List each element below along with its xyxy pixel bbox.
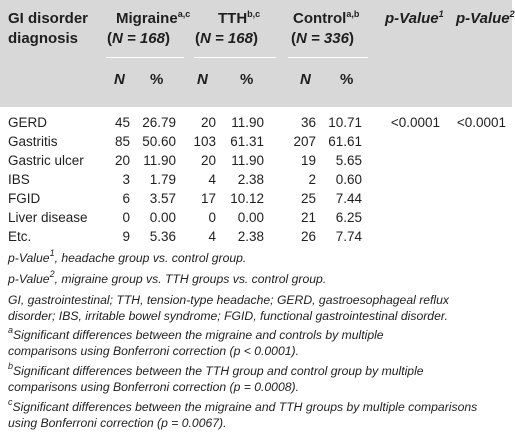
table-cell-c-p: 7.74 bbox=[335, 229, 362, 244]
table-cell-m-n: 20 bbox=[114, 153, 130, 168]
table-cell-c-p: 10.71 bbox=[328, 115, 362, 130]
table-cell-m-n: 45 bbox=[114, 115, 130, 130]
table-cell-t-n: 20 bbox=[200, 115, 216, 130]
table-cell-name: Etc. bbox=[8, 229, 32, 244]
subheader-migraine-n: N bbox=[114, 71, 125, 88]
table-cell-p1: <0.0001 bbox=[390, 115, 440, 130]
subheader-migraine-pct: % bbox=[150, 71, 164, 88]
col-header-diagnosis: diagnosis bbox=[8, 30, 79, 47]
table-cell-c-n: 207 bbox=[293, 134, 316, 149]
table-cell-c-n: 36 bbox=[300, 115, 316, 130]
tth-group-rule bbox=[194, 57, 276, 58]
table-cell-c-p: 7.44 bbox=[335, 191, 362, 206]
table-cell-m-p: 0.00 bbox=[149, 210, 176, 225]
footnote-p2: p-Value$^2$, migraine group vs. TTH groups vs. control group. bbox=[8, 269, 327, 286]
footnote-c-line1: $^c$Significant differences between the migraine and TTH groups by multiple comparisons bbox=[8, 397, 478, 414]
table-cell-t-n: 4 bbox=[208, 229, 216, 244]
table-cell-name: FGID bbox=[8, 191, 41, 206]
table-cell-c-n: 25 bbox=[300, 191, 316, 206]
table-cell-m-p: 1.79 bbox=[149, 172, 176, 187]
table-cell-m-n: 6 bbox=[122, 191, 130, 206]
table-cell-m-p: 3.57 bbox=[149, 191, 176, 206]
table-cell-name: GERD bbox=[8, 115, 48, 130]
table-cell-t-p: 11.90 bbox=[231, 115, 264, 130]
table-cell-m-p: 11.90 bbox=[143, 153, 176, 168]
footnote-p1: p-Value$^1$, headache group vs. control group. bbox=[8, 248, 247, 265]
footnote-abbreviations-line2: disorder; IBS, irritable bowel syndrome; FGID, functional gastrointestinal disorder. bbox=[8, 309, 448, 323]
table-cell-m-p: 5.36 bbox=[149, 229, 176, 244]
table-cell-m-n: 0 bbox=[122, 210, 130, 225]
subheader-tth-n: N bbox=[197, 71, 208, 88]
control-group-rule bbox=[288, 57, 368, 58]
table-cell-t-p: 2.38 bbox=[237, 172, 264, 187]
subheader-tth-pct: % bbox=[240, 71, 254, 88]
table-cell-name: IBS bbox=[8, 172, 30, 187]
table-cell-c-p: 5.65 bbox=[335, 153, 362, 168]
table-cell-t-n: 0 bbox=[208, 210, 216, 225]
col-header-control-n: (N = 336) bbox=[291, 30, 354, 47]
col-header-gi-disorder: GI disorder bbox=[8, 10, 89, 27]
table-cell-t-p: 0.00 bbox=[237, 210, 264, 225]
table-cell-m-n: 9 bbox=[122, 229, 130, 244]
table-cell-t-n: 103 bbox=[193, 134, 216, 149]
col-header-control: Control$^{a,b}$ bbox=[293, 9, 360, 27]
col-header-p-value-1: p-Value$^1$ bbox=[385, 9, 444, 27]
col-header-tth: TTH$^{b,c}$ bbox=[218, 9, 261, 27]
table-cell-m-n: 85 bbox=[114, 134, 130, 149]
table-cell-c-n: 26 bbox=[300, 229, 316, 244]
table-cell-t-n: 20 bbox=[200, 153, 216, 168]
table-cell-c-p: 6.25 bbox=[335, 210, 362, 225]
table-cell-m-n: 3 bbox=[122, 172, 130, 187]
table-cell-c-n: 19 bbox=[300, 153, 316, 168]
table-cell-c-n: 2 bbox=[308, 172, 316, 187]
footnote-abbreviations-line1: GI, gastrointestinal; TTH, tension-type headache; GERD, gastroesophageal reflux bbox=[8, 293, 450, 307]
table-cell-name: Gastric ulcer bbox=[8, 153, 84, 168]
table-cell-t-n: 4 bbox=[208, 172, 216, 187]
col-header-p-value-2: p-Value$^2$ bbox=[456, 9, 515, 27]
table-cell-m-p: 26.79 bbox=[142, 115, 176, 130]
footnote-a-line1: $^a$Significant differences between the migraine and controls by multiple bbox=[8, 325, 384, 342]
table-cell-t-n: 17 bbox=[200, 191, 216, 206]
footnote-b-line1: $^b$Significant differences between the TTH group and control group by multiple bbox=[8, 361, 424, 378]
col-header-tth-n: (N = 168) bbox=[195, 30, 258, 47]
table-cell-t-p: 2.38 bbox=[237, 229, 264, 244]
table-cell-m-p: 50.60 bbox=[142, 134, 176, 149]
table-cell-c-p: 0.60 bbox=[335, 172, 362, 187]
subheader-control-n: N bbox=[300, 71, 311, 88]
col-header-migraine-n: (N = 168) bbox=[107, 30, 170, 47]
table-cell-t-p: 61.31 bbox=[230, 134, 264, 149]
subheader-control-pct: % bbox=[340, 71, 354, 88]
footnote-c-line2: using Bonferroni correction (p = 0.0067). bbox=[8, 416, 227, 430]
table-cell-t-p: 10.12 bbox=[230, 191, 264, 206]
col-header-migraine: Migraine$^{a,c}$ bbox=[116, 9, 191, 27]
table-cell-p2: <0.0001 bbox=[456, 115, 506, 130]
footnote-b-line2: comparisons using Bonferroni correction (p = 0.0008). bbox=[8, 380, 299, 394]
footnote-a-line2: comparisons using Bonferroni correction (p < 0.0001). bbox=[8, 344, 299, 358]
migraine-group-rule bbox=[106, 57, 184, 58]
table-cell-c-n: 21 bbox=[300, 210, 316, 225]
table-cell-name: Liver disease bbox=[8, 210, 88, 225]
table-cell-c-p: 61.61 bbox=[328, 134, 362, 149]
table-cell-t-p: 11.90 bbox=[231, 153, 264, 168]
table-cell-name: Gastritis bbox=[8, 134, 58, 149]
